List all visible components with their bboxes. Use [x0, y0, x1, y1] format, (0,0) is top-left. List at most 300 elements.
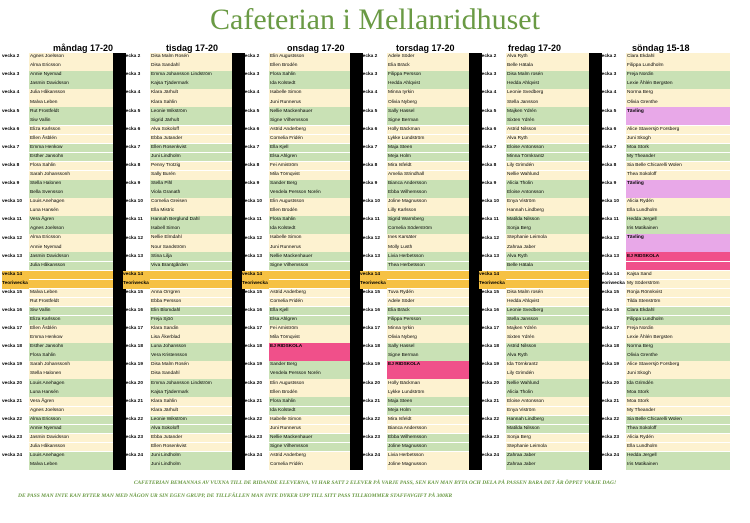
week-label: vecka 4: [360, 90, 378, 96]
shift-cell: Ida Kolstedt: [269, 225, 350, 234]
week-label: vecka 9: [2, 181, 20, 187]
week-label: vecka 9: [599, 181, 617, 187]
week-label: vecka 2: [599, 54, 617, 60]
week-label: vecka 7: [123, 144, 141, 150]
week-label: vecka 9: [360, 181, 378, 187]
shift-cell: Nellie Mackenhauer: [269, 252, 350, 261]
week-label: vecka 13: [2, 253, 23, 259]
shift-cell: Signe Vilhemsson: [269, 443, 350, 452]
week-label: Teoriwecka: [123, 280, 150, 289]
shift-cell: Sally Hassel: [387, 343, 469, 352]
shift-cell: Sigrid Järhult: [150, 116, 232, 125]
shift-cell: Thea Sokoloff: [626, 425, 730, 434]
shift-cell: Moa Stork: [626, 397, 730, 406]
shift-cell: Bianca Andersson: [387, 425, 469, 434]
shift-cell: Isabelle Simon: [269, 89, 350, 98]
shift-cell: Maja Steen: [387, 397, 469, 406]
shift-cell: Elin Blomdahl: [150, 307, 232, 316]
shift-cell: Rut Frostfeldt: [29, 298, 113, 307]
week-label: vecka 21: [599, 398, 620, 404]
shift-cell: Ida Kolstedt: [269, 80, 350, 89]
shift-cell: Malva Leben: [29, 98, 113, 107]
shift-cell: Viola Granath: [150, 189, 232, 198]
shift-cell: Emma Johansson Lindström: [150, 379, 232, 388]
shift-cell: Isabell Simon: [150, 225, 232, 234]
shift-cell: Iris Matikainen: [626, 225, 730, 234]
shift-cell: Alva Ryth: [506, 53, 589, 62]
shift-cell: Juni Skogh: [626, 135, 730, 144]
week-label: vecka 10: [599, 199, 620, 205]
shift-cell: [506, 271, 589, 280]
shift-cell: Ella Mistric: [150, 207, 232, 216]
shift-cell: Alva Ryth: [506, 352, 589, 361]
shift-cell: Sander Berg: [269, 361, 350, 370]
shift-cell: Kajsa Tjädermark: [150, 388, 232, 397]
shift-cell: Louis Anehagen: [29, 379, 113, 388]
week-label: vecka 6: [479, 126, 497, 132]
shift-cell: Emma Henkow: [29, 144, 113, 153]
schedule-grid: [2, 53, 744, 470]
shift-cell: [387, 280, 469, 289]
shift-cell: My Theander: [626, 407, 730, 416]
shift-cell: [626, 243, 730, 252]
day-header-friday: fredag 17-20: [508, 43, 562, 53]
shift-cell: Minna Törnkrantz: [506, 153, 589, 162]
day-header-wednesday: onsdag 17-20: [287, 43, 345, 53]
shift-cell: Alva Ryth: [506, 252, 589, 261]
week-label: vecka 8: [599, 162, 617, 168]
shift-cell: Freja Nordin: [626, 71, 730, 80]
shift-cell: Alva Sokoloff: [150, 126, 232, 135]
column-divider: [113, 53, 126, 470]
week-label: vecka 17: [242, 326, 263, 332]
shift-cell: Disa Malm rosén: [506, 71, 589, 80]
shift-cell: Alva Ryth: [506, 135, 589, 144]
week-label: vecka 9: [479, 181, 497, 187]
shift-cell: Ida Kolstedt: [269, 407, 350, 416]
shift-cell: Hedda Ahlqvist: [387, 80, 469, 89]
shift-cell: EJ RIDSKOLA: [387, 361, 469, 370]
week-label: vecka 23: [2, 434, 23, 440]
week-label: vecka 24: [123, 453, 144, 459]
shift-cell: Nellie Wahlund: [506, 379, 589, 388]
week-label: vecka 4: [479, 90, 497, 96]
shift-cell: Annie Nyemad: [29, 243, 113, 252]
shift-cell: Alicia Tholin: [506, 388, 589, 397]
shift-cell: Majken Ydrén: [506, 107, 589, 116]
shift-cell: Joline Magnusson: [387, 461, 469, 470]
week-label: vecka 22: [123, 416, 144, 422]
shift-cell: Klara Sahlin: [150, 98, 232, 107]
week-label: vecka 10: [242, 199, 263, 205]
week-label: vecka 5: [123, 108, 141, 114]
shift-cell: Eloise Antonsson: [506, 189, 589, 198]
shift-cell: Luna Hansén: [29, 388, 113, 397]
shift-cell: [269, 352, 350, 361]
week-label: vecka 11: [242, 217, 262, 223]
shift-cell: Sixten Ydrén: [506, 334, 589, 343]
week-label: vecka 17: [123, 326, 144, 332]
shift-cell: Holly Bäckman: [387, 379, 469, 388]
shift-cell: Kajsa Sand: [626, 271, 730, 280]
shift-cell: Lily Grimdén: [506, 370, 589, 379]
shift-cell: Flora Sahlin: [269, 216, 350, 225]
shift-cell: Filippa Persson: [387, 71, 469, 80]
shift-cell: Cornelia Fridén: [269, 135, 350, 144]
week-label: vecka 23: [123, 434, 144, 440]
week-label: vecka 14: [2, 271, 29, 280]
shift-cell: Juni Lindholm: [150, 452, 232, 461]
shift-cell: Alma Ericsson: [29, 234, 113, 243]
week-label: vecka 2: [2, 54, 20, 60]
shift-cell: [150, 280, 232, 289]
shift-cell: Astrid Anderberg: [269, 452, 350, 461]
page-title: Cafeterian i Mellanridhuset: [210, 3, 540, 36]
shift-cell: Nour Sandström: [150, 243, 232, 252]
week-label: vecka 4: [123, 90, 141, 96]
shift-cell: Meja Holm: [387, 407, 469, 416]
shift-cell: Astrid Anderberg: [269, 126, 350, 135]
shift-cell: Sander Berg: [269, 180, 350, 189]
shift-cell: Mila Törnqvist: [269, 334, 350, 343]
shift-cell: Ella Kjell: [269, 307, 350, 316]
week-label: vecka 12: [360, 235, 381, 241]
shift-cell: Olivia Nyberg: [387, 334, 469, 343]
shift-cell: Ebba Wilhemsson: [387, 189, 469, 198]
shift-cell: Hedda Jergell: [626, 216, 730, 225]
shift-cell: Agnes Joelsson: [29, 225, 113, 234]
shift-cell: Sonja Berg: [506, 225, 589, 234]
week-label: vecka 14: [599, 271, 620, 277]
shift-cell: Lykke Lundström: [387, 388, 469, 397]
shift-cell: Minna Iyrkin: [387, 89, 469, 98]
shift-cell: Sia Belle Chicarelli Wolen: [626, 162, 730, 171]
shift-cell: [269, 280, 350, 289]
shift-cell: [626, 262, 730, 271]
column-divider: [232, 53, 245, 470]
shift-cell: Belle Hätala: [506, 262, 589, 271]
shift-cell: Annie Nyemad: [29, 71, 113, 80]
week-label: vecka 22: [242, 416, 263, 422]
shift-cell: Disa Sandahl: [150, 62, 232, 71]
week-label: vecka 20: [2, 380, 23, 386]
shift-cell: Malva Leben: [29, 461, 113, 470]
shift-cell: Mila Törnqvist: [269, 171, 350, 180]
week-label: vecka 15: [360, 289, 381, 295]
week-label: vecka 8: [360, 162, 378, 168]
shift-cell: Astrid Nilsson: [506, 343, 589, 352]
week-label: vecka 15: [2, 289, 23, 295]
week-label: vecka 6: [123, 126, 141, 132]
week-label: Teoriwecka: [479, 280, 506, 289]
week-label: vecka 23: [242, 434, 263, 440]
shift-cell: Flora Sahlin: [269, 71, 350, 80]
shift-cell: Ida Törnkrantz: [506, 361, 589, 370]
shift-cell: Stella Jansson: [506, 98, 589, 107]
shift-cell: Juni Runnerus: [269, 243, 350, 252]
week-label: vecka 20: [599, 380, 620, 386]
shift-cell: Ellen Brodén: [269, 388, 350, 397]
week-label: Teoriwecka: [242, 280, 269, 289]
shift-cell: Eliza Karlsson: [29, 126, 113, 135]
shift-cell: Olivia Nyberg: [387, 98, 469, 107]
week-label: vecka 18: [242, 344, 263, 350]
week-label: vecka 24: [360, 453, 381, 459]
week-label: vecka 15: [599, 289, 620, 295]
week-label: vecka 10: [2, 199, 23, 205]
week-label: vecka 5: [599, 108, 617, 114]
shift-cell: Cornelia Fridén: [269, 298, 350, 307]
column-divider: [350, 53, 363, 470]
week-label: vecka 24: [242, 453, 263, 459]
shift-cell: Signe Berman: [387, 116, 469, 125]
shift-cell: Julia Håkansson: [29, 262, 113, 271]
week-label: vecka 21: [2, 398, 23, 404]
shift-cell: Majken Ydrén: [506, 325, 589, 334]
shift-cell: Kajsa Tjädermark: [150, 80, 232, 89]
shift-cell: Olivia Grenthe: [626, 352, 730, 361]
week-label: vecka 9: [123, 181, 141, 187]
shift-cell: Zahraa Jaber: [506, 243, 589, 252]
shift-cell: Signe Vilhemsson: [269, 262, 350, 271]
week-label: vecka 11: [479, 217, 499, 223]
shift-cell: Filippa Persson: [387, 316, 469, 325]
day-header-tuesday: tisdag 17-20: [166, 43, 219, 53]
week-label: vecka 10: [360, 199, 381, 205]
shift-cell: Viva Brantgården: [150, 262, 232, 271]
week-label: vecka 11: [123, 217, 143, 223]
week-label: vecka 3: [2, 72, 20, 78]
shift-cell: Clara Ekdahl: [626, 307, 730, 316]
week-label: vecka 14: [479, 271, 506, 280]
column-divider: [589, 53, 602, 470]
shift-cell: Ella Lundholm: [626, 207, 730, 216]
shift-cell: Maja Steen: [387, 144, 469, 153]
shift-cell: Eloise Antonsson: [506, 397, 589, 406]
week-label: vecka 8: [123, 162, 141, 168]
week-label: vecka 15: [479, 289, 500, 295]
week-label: vecka 7: [2, 144, 20, 150]
shift-cell: Cornelia Söderström: [387, 225, 469, 234]
shift-cell: [387, 271, 469, 280]
week-label: Teoriwecka: [599, 280, 625, 286]
week-label: vecka 19: [479, 362, 500, 368]
shift-cell: Klara Järhult: [150, 407, 232, 416]
shift-cell: Alma Ericsson: [29, 416, 113, 425]
shift-cell: [626, 116, 730, 125]
week-label: vecka 11: [2, 217, 22, 223]
shift-cell: Stella Jansson: [506, 316, 589, 325]
shift-cell: Holly Bäckman: [387, 126, 469, 135]
week-label: vecka 23: [360, 434, 381, 440]
shift-cell: Juni Runnerus: [269, 425, 350, 434]
shift-cell: Cornelia Greisen: [150, 198, 232, 207]
shift-cell: Adele Söder: [387, 53, 469, 62]
shift-cell: Thea Sokoloff: [626, 171, 730, 180]
shift-cell: Leonie Wikström: [150, 107, 232, 116]
shift-cell: Matilda Nilsson: [506, 425, 589, 434]
shift-cell: Ella Kjell: [269, 144, 350, 153]
week-label: vecka 19: [242, 362, 263, 368]
shift-cell: Sia Belle Chicarelli Wolen: [626, 416, 730, 425]
shift-cell: Enya Viström: [506, 198, 589, 207]
shift-cell: Moa Stork: [626, 144, 730, 153]
shift-cell: [506, 280, 589, 289]
footer-note-1: CAFETERIAN BEMANNAS AV VUXNA TILL DE RIDANDE ELEVERNA, VI HAR SATT 2 ELEVER PÅ VARJE PASS, SEN KAN MAN BYTA OCH DELA PÅ PASSEN BARA DET ÄR ÖPPET VARJE DAG!: [133, 480, 617, 486]
week-label: vecka 3: [242, 72, 260, 78]
week-label: vecka 19: [599, 362, 620, 368]
shift-cell: Juni Skogh: [626, 370, 730, 379]
shift-cell: Norma Berg: [626, 343, 730, 352]
shift-cell: Signe Berman: [387, 352, 469, 361]
shift-cell: Emma Johansson Lindström: [150, 71, 232, 80]
shift-cell: Fei Amiström: [269, 325, 350, 334]
shift-cell: Stina Lilja: [150, 252, 232, 261]
shift-cell: Juni Lindholm: [150, 461, 232, 470]
week-label: vecka 19: [123, 362, 144, 368]
shift-cell: Ida Grimdén: [626, 379, 730, 388]
shift-cell: Minna Iyrkin: [387, 325, 469, 334]
shift-cell: Alicia Rydén: [626, 198, 730, 207]
shift-cell: Isabelle Simon: [269, 416, 350, 425]
week-label: vecka 2: [360, 54, 378, 60]
shift-cell: Disa Sandahl: [150, 370, 232, 379]
shift-cell: Astrid Nilsson: [506, 126, 589, 135]
shift-cell: Zahraa Jaber: [506, 461, 589, 470]
shift-cell: Jasmin Davidsson: [29, 252, 113, 261]
shift-cell: Alma Ericsson: [29, 62, 113, 71]
week-label: vecka 3: [360, 72, 378, 78]
week-label: vecka 13: [123, 253, 144, 259]
week-label: vecka 13: [479, 253, 500, 259]
shift-cell: Stella Halonen: [29, 180, 113, 189]
week-label: vecka 2: [479, 54, 497, 60]
shift-cell: Esther Jansohn: [29, 153, 113, 162]
week-label: vecka 17: [360, 326, 381, 332]
shift-cell: My Theander: [626, 153, 730, 162]
shift-cell: Astrid Anderberg: [269, 289, 350, 298]
week-label: vecka 14: [360, 271, 387, 280]
week-label: vecka 3: [479, 72, 497, 78]
week-label: Teoriwecka: [360, 280, 387, 289]
week-label: vecka 20: [479, 380, 500, 386]
week-label: vecka 22: [360, 416, 381, 422]
week-label: vecka 22: [479, 416, 500, 422]
week-label: vecka 12: [479, 235, 500, 241]
week-label: vecka 16: [2, 308, 23, 314]
shift-cell: Nellie Mackenhauer: [269, 107, 350, 116]
week-label: vecka 22: [599, 416, 620, 422]
shift-cell: Julia Håkansson: [29, 89, 113, 98]
shift-cell: Filippa Lundholm: [626, 316, 730, 325]
week-label: vecka 16: [123, 308, 144, 314]
shift-cell: Stephanie Leimola: [506, 234, 589, 243]
shift-cell: Meja Holm: [387, 153, 469, 162]
week-label: vecka 13: [599, 253, 620, 259]
shift-cell: [626, 189, 730, 198]
shift-cell: Mira Isfeldt: [387, 162, 469, 171]
week-label: vecka 10: [479, 199, 500, 205]
shift-cell: Moa Stork: [626, 388, 730, 397]
shift-cell: Joline Magnusson: [387, 198, 469, 207]
week-label: vecka 7: [599, 144, 617, 150]
week-label: vecka 16: [599, 308, 620, 314]
shift-cell: Hedda Ahlqvist: [506, 80, 589, 89]
shift-cell: Klara Sandin: [150, 325, 232, 334]
day-header-thursday: torsdag 17-20: [396, 43, 455, 53]
week-label: vecka 21: [242, 398, 263, 404]
week-label: vecka 12: [599, 235, 620, 241]
shift-cell: Nellie Elmdahl: [150, 234, 232, 243]
shift-cell: Sixten Ydrén: [506, 116, 589, 125]
shift-cell: Vendela Persson Norén: [269, 370, 350, 379]
week-label: vecka 4: [2, 90, 20, 96]
shift-cell: Penny Trotzig: [150, 162, 232, 171]
shift-cell: Jasmin Davidsson: [29, 434, 113, 443]
week-label: vecka 6: [242, 126, 260, 132]
week-label: vecka 5: [242, 108, 260, 114]
week-label: vecka 7: [360, 144, 378, 150]
shift-cell: Hannah Berglund Dahl: [150, 216, 232, 225]
shift-cell: Hedda Jergell: [626, 452, 730, 461]
shift-cell: Hannah Lindberg: [506, 416, 589, 425]
week-label: vecka 13: [360, 253, 381, 259]
shift-cell: [29, 271, 113, 280]
shift-cell: Esther Jansohn: [29, 343, 113, 352]
week-label: vecka 2: [123, 54, 141, 60]
shift-cell: [150, 271, 232, 280]
shift-cell: Lexie Åhlén Bergsten: [626, 334, 730, 343]
shift-cell: Lisa Åkerblad: [150, 334, 232, 343]
week-label: vecka 7: [242, 144, 260, 150]
week-label: vecka 20: [123, 380, 144, 386]
shift-cell: Sally Hassel: [387, 107, 469, 116]
week-label: vecka 17: [599, 326, 620, 332]
week-label: vecka 18: [599, 344, 620, 350]
shift-cell: Enya Viström: [506, 407, 589, 416]
shift-cell: Fei Amiström: [269, 162, 350, 171]
week-label: vecka 14: [123, 271, 150, 280]
shift-cell: Ellen Brodén: [269, 207, 350, 216]
week-label: vecka 16: [242, 308, 263, 314]
week-label: vecka 15: [123, 289, 144, 295]
shift-cell: Siw Vallin: [29, 116, 113, 125]
shift-cell: Ellen Åsblén: [29, 135, 113, 144]
week-label: vecka 18: [479, 344, 500, 350]
shift-cell: Malva Leben: [29, 289, 113, 298]
shift-cell: Klara Järhult: [150, 89, 232, 98]
shift-cell: Cornelia Fridén: [269, 461, 350, 470]
shift-cell: Leonie Svedberg: [506, 307, 589, 316]
shift-cell: Mira Isfeldt: [387, 416, 469, 425]
week-label: vecka 6: [599, 126, 617, 132]
shift-cell: Elia Bräck: [387, 62, 469, 71]
shift-cell: Ellen Brodén: [269, 62, 350, 71]
shift-cell: Lexie Åhlén Bergsten: [626, 80, 730, 89]
shift-cell: Sally Burén: [150, 171, 232, 180]
week-label: vecka 19: [360, 362, 381, 368]
shift-cell: Disa Malm rosén: [506, 289, 589, 298]
shift-cell: Annie Nyemad: [29, 425, 113, 434]
week-label: vecka 7: [479, 144, 497, 150]
shift-cell: Nellie Wahlund: [506, 171, 589, 180]
shift-cell: Molly Lusth: [387, 243, 469, 252]
week-label: vecka 20: [242, 380, 263, 386]
shift-cell: Lilly Karlsson: [387, 207, 469, 216]
week-label: Teoriwecka: [2, 280, 29, 289]
shift-cell: Vera Kristensson: [150, 352, 232, 361]
shift-cell: Ella Lundholm: [626, 443, 730, 452]
